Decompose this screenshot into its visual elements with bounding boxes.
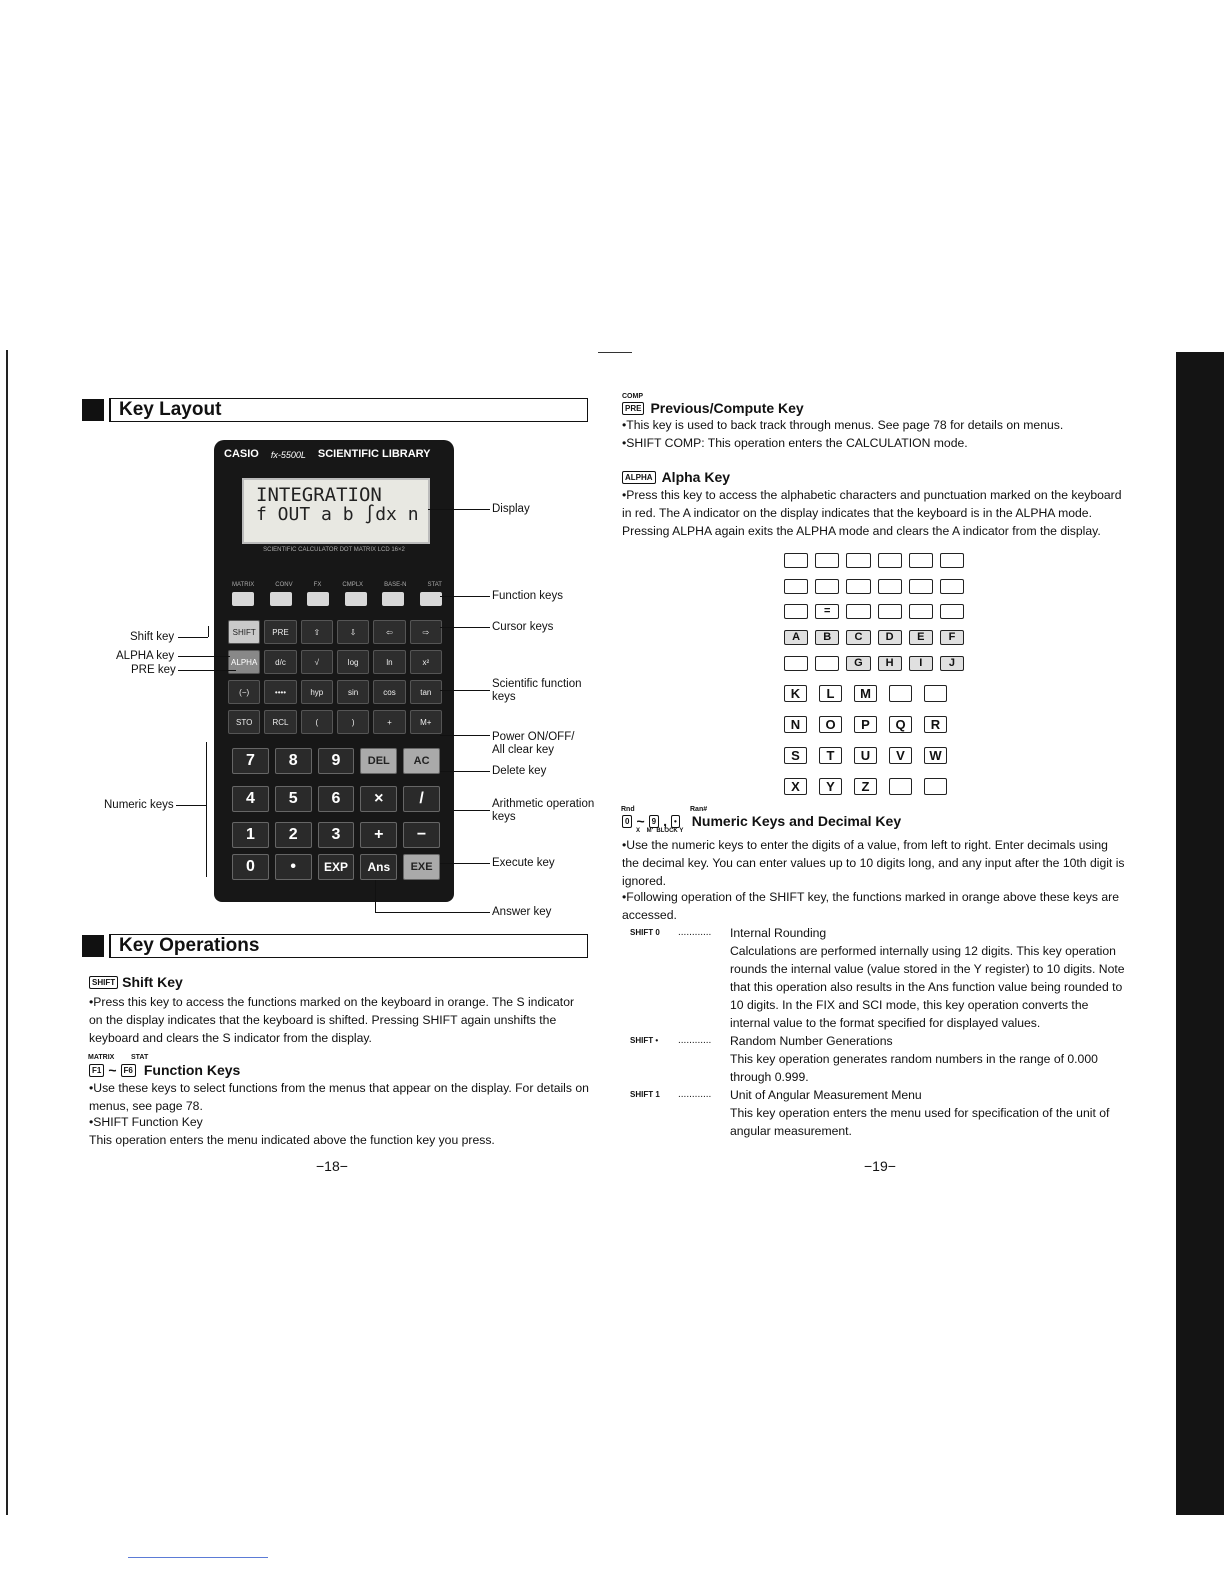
divide-key[interactable]: / <box>403 786 440 812</box>
shift-key[interactable]: SHIFT <box>228 620 260 644</box>
alpha-grid-key: R <box>924 716 947 733</box>
op-dots: ............ <box>678 1035 712 1046</box>
cursor-right-key[interactable]: ⇨ <box>410 620 442 644</box>
prev-key-title: Previous/Compute Key <box>650 400 804 416</box>
sci-leader <box>440 690 490 691</box>
exe-leader <box>440 863 490 864</box>
close-paren-key[interactable]: ) <box>337 710 369 734</box>
f6-keycap-icon: F6 <box>121 1064 136 1077</box>
alpha-grid-key: O <box>819 716 842 733</box>
alpha-grid-key <box>878 579 902 594</box>
num-row-3 <box>232 822 440 848</box>
key-0[interactable]: 0 <box>232 854 269 880</box>
alpha-grid-key <box>846 604 870 619</box>
shift-key-title: Shift Key <box>122 974 183 990</box>
comp-label: COMP <box>622 393 643 400</box>
alpha-grid-key <box>815 553 839 568</box>
alpha-grid-key: P <box>854 716 877 733</box>
op-internal-rounding <box>630 924 1127 1032</box>
op-angular-unit <box>630 1086 1127 1140</box>
key-operations-header <box>82 935 588 957</box>
alpha-grid-key: A <box>784 630 808 645</box>
delete-callout: Delete key <box>492 765 547 777</box>
function-key-row <box>232 592 442 606</box>
alpha-callout: ALPHA key <box>116 650 175 662</box>
op-dots: ............ <box>678 1089 712 1100</box>
op-keys: SHIFT • <box>630 1036 659 1045</box>
numeric-leader <box>176 805 206 806</box>
ans-leader-h <box>375 912 490 913</box>
alpha-grid-key: T <box>819 747 842 764</box>
key-6[interactable]: 6 <box>318 786 355 812</box>
num-row-2 <box>232 786 440 812</box>
alpha-grid-key <box>878 604 902 619</box>
rnd-label: Rnd <box>621 806 635 813</box>
numeric-callout: Numeric keys <box>104 799 174 811</box>
brand-logo: CASIO <box>224 448 259 460</box>
ran-label: Ran# <box>690 806 708 813</box>
key-operations-title: Key Operations <box>109 934 588 958</box>
alpha-grid-key <box>889 685 912 702</box>
key-2[interactable]: 2 <box>275 822 312 848</box>
display-callout: Display <box>492 503 530 515</box>
comma-key[interactable]: + <box>373 710 405 734</box>
range-tilde: ~ <box>108 1062 117 1078</box>
power-leader <box>440 735 490 736</box>
page-number-left: −18− <box>316 1158 348 1174</box>
alpha-grid-key: Y <box>819 778 842 795</box>
alpha-key-heading <box>622 469 730 485</box>
alpha-grid-key <box>909 579 933 594</box>
key-8[interactable]: 8 <box>275 748 312 774</box>
sqrt-key[interactable]: √ <box>301 650 333 674</box>
cursor-leader <box>440 627 490 628</box>
tan-key[interactable]: tan <box>410 680 442 704</box>
exe-key[interactable]: EXE <box>403 854 440 880</box>
delete-leader <box>440 771 490 772</box>
degree-key[interactable]: •••• <box>264 680 296 704</box>
alpha-grid-key: X <box>784 778 807 795</box>
alpha-grid-row <box>784 685 964 716</box>
alpha-grid-key <box>815 656 839 671</box>
scan-edge-left <box>6 350 8 1515</box>
ans-leader-v <box>375 880 376 912</box>
pre-keycap-icon: PRE <box>622 402 644 415</box>
fn-leader <box>440 596 490 597</box>
exp-key[interactable]: EXP <box>318 854 355 880</box>
range-tilde: ~ <box>636 813 645 829</box>
top-mark <box>598 352 632 353</box>
key-layout-title: Key Layout <box>109 398 588 422</box>
alpha-grid-key <box>940 604 964 619</box>
function-keys-text: •Use these keys to select functions from the menus that appear on the display. For details on menus, see page 78. <box>89 1081 589 1113</box>
numeric-keys-heading: 0 ~ 9 , • Numeric Keys and Decimal Key <box>622 813 901 829</box>
num-row-1 <box>232 748 440 774</box>
calculator-brand-bar <box>224 448 446 464</box>
op-random-number <box>630 1032 1127 1086</box>
alpha-grid-key: H <box>878 656 902 671</box>
f5-key[interactable] <box>382 592 404 606</box>
op-desc: This key operation enters the menu used for specification of the unit of angular measurement. <box>730 1106 1110 1138</box>
scientific-callout: Scientific function keys <box>492 678 582 703</box>
m-plus-key[interactable]: M+ <box>410 710 442 734</box>
key-row-2 <box>228 650 442 674</box>
ln-key[interactable]: ln <box>373 650 405 674</box>
op-desc: Calculations are performed internally using 12 digits. This key operation rounds the internal value (value stored in the Y register) to 10 digits. Note that this operation also results in the Ans function value being rounded to 10 digits. In the FIX and SCI mode, this key operation converts the internal value to the format specified for displayed values. <box>730 944 1125 1030</box>
fn-label: BASE-N <box>384 582 407 588</box>
function-keys-title: Function Keys <box>143 1062 241 1078</box>
prev-key-heading <box>622 400 804 416</box>
pre-leader <box>178 670 236 671</box>
decimal-keycap-icon: • <box>671 815 680 828</box>
rcl-key[interactable]: RCL <box>264 710 296 734</box>
fn-label: FX <box>313 582 322 588</box>
shift-operations-list <box>630 924 1127 1140</box>
alpha-grid-key <box>889 778 912 795</box>
log-key[interactable]: log <box>337 650 369 674</box>
alpha-grid-key: L <box>819 685 842 702</box>
ac-key[interactable]: AC <box>403 748 440 774</box>
key-5[interactable]: 5 <box>275 786 312 812</box>
section-marker <box>82 935 104 957</box>
calculator-lcd <box>242 478 430 544</box>
open-paren-key[interactable]: ( <box>301 710 333 734</box>
negate-key[interactable]: (−) <box>228 680 260 704</box>
fn-label-row <box>232 582 442 588</box>
key-9[interactable]: 9 <box>318 748 355 774</box>
ans-key[interactable]: Ans <box>360 854 397 880</box>
f4-key[interactable] <box>345 592 367 606</box>
op-name: Random Number Generations <box>730 1034 893 1048</box>
op-name: Internal Rounding <box>730 926 827 940</box>
cursor-down-key[interactable]: ⇩ <box>337 620 369 644</box>
alpha-grid-row <box>784 716 964 747</box>
op-dots: ............ <box>678 927 712 938</box>
key-row-4 <box>228 710 442 734</box>
model-name: fx-5500L <box>270 450 306 460</box>
alpha-grid-key: F <box>940 630 964 645</box>
calculator-illustration <box>214 440 454 902</box>
alpha-grid-key <box>878 553 902 568</box>
library-name: SCIENTIFIC LIBRARY <box>317 448 431 460</box>
alpha-grid-key: N <box>784 716 807 733</box>
alpha-grid-key: U <box>854 747 877 764</box>
alpha-grid-key <box>909 604 933 619</box>
sin-key[interactable]: sin <box>337 680 369 704</box>
scan-edge-right <box>1176 352 1224 1515</box>
key-row-3 <box>228 680 442 704</box>
execute-callout: Execute key <box>492 857 555 869</box>
numeric-keys-title: Numeric Keys and Decimal Key <box>691 813 902 829</box>
alpha-key-text: •Press this key to access the alphabetic characters and punctuation marked on the keyboard in red. The A indicator on the display indicates that the keyboard is in the ALPHA mode. Pressing ALPHA again exits the ALPHA mode and clears the A indicator from the display. <box>622 488 1122 538</box>
f1-key[interactable] <box>232 592 254 606</box>
fraction-key[interactable]: d/c <box>264 650 296 674</box>
alpha-keycap-icon: ALPHA <box>622 471 656 484</box>
cursor-keys-callout: Cursor keys <box>492 621 554 633</box>
alpha-grid-key <box>846 579 870 594</box>
shift-key-heading <box>89 974 183 990</box>
op-keys: SHIFT 1 <box>630 1090 660 1099</box>
sto-key[interactable]: STO <box>228 710 260 734</box>
hyp-key[interactable]: hyp <box>301 680 333 704</box>
function-keys-heading <box>89 1062 240 1078</box>
matrix-label: MATRIX <box>88 1054 115 1061</box>
op-keys: SHIFT 0 <box>630 928 660 937</box>
numeric-bracket <box>206 742 207 877</box>
alpha-grid-key: G <box>846 656 870 671</box>
alpha-grid-key <box>784 604 808 619</box>
alpha-grid-key: B <box>815 630 839 645</box>
alpha-grid-key <box>940 579 964 594</box>
arith-callout: Arithmetic operation keys <box>492 798 595 823</box>
power-callout: Power ON/OFF/ All clear key <box>492 731 575 756</box>
alpha-grid-key: = <box>815 604 839 619</box>
pre-key[interactable]: PRE <box>264 620 296 644</box>
prev-key-line1: •This key is used to back track through menus. See page 78 for details on menus. <box>622 418 1064 432</box>
alpha-grid-key: Z <box>854 778 877 795</box>
del-key[interactable]: DEL <box>360 748 397 774</box>
section-marker <box>82 399 104 421</box>
key-7[interactable]: 7 <box>232 748 269 774</box>
num-row-4 <box>232 854 440 880</box>
alpha-grid-key: W <box>924 747 947 764</box>
multiply-key[interactable]: × <box>360 786 397 812</box>
alpha-key-title: Alpha Key <box>661 469 731 485</box>
alpha-character-grid <box>784 553 964 809</box>
f6-key[interactable] <box>420 592 442 606</box>
alpha-grid-key: J <box>940 656 964 671</box>
alpha-grid-row <box>784 778 964 809</box>
alpha-grid-key <box>815 579 839 594</box>
function-keys-bullet: •SHIFT Function Key <box>89 1115 203 1129</box>
function-keys-callout: Function keys <box>492 590 563 602</box>
bottom-rule <box>128 1557 268 1558</box>
calculator-subtitle: SCIENTIFIC CALCULATOR DOT MATRIX LCD 16×2 <box>263 547 405 553</box>
answer-callout: Answer key <box>492 906 552 918</box>
fn-label: CMPLX <box>342 582 364 588</box>
nine-keycap-icon: 9 <box>649 815 659 828</box>
alpha-grid-key: D <box>878 630 902 645</box>
minus-key[interactable]: − <box>403 822 440 848</box>
function-keys-bullet-text: This operation enters the menu indicated above the function key you press. <box>89 1133 495 1147</box>
shift-key-text: •Press this key to access the functions marked on the keyboard in orange. The S indicator on the display indicates that the keyboard is shifted. Pressing SHIFT again unshifts the keyboard and clears the S indicator from the display. <box>89 995 575 1045</box>
alpha-grid-row <box>784 656 964 687</box>
page-number-right: −19− <box>864 1158 896 1174</box>
lcd-line-2: f OUT a b ∫dx n <box>256 504 419 525</box>
fn-label: MATRIX <box>232 582 255 588</box>
alpha-grid-key: S <box>784 747 807 764</box>
prev-key-line2: •SHIFT COMP: This operation enters the CALCULATION mode. <box>622 436 968 450</box>
shift-leader <box>178 637 208 638</box>
key-1[interactable]: 1 <box>232 822 269 848</box>
key-row-1 <box>228 620 442 644</box>
alpha-grid-key: K <box>784 685 807 702</box>
fn-label: CONV <box>275 582 293 588</box>
f1-keycap-icon: F1 <box>89 1064 104 1077</box>
alpha-grid-key <box>784 656 808 671</box>
alpha-grid-key <box>784 579 808 594</box>
alpha-grid-key: E <box>909 630 933 645</box>
display-leader <box>428 509 490 510</box>
op-desc: This key operation generates random numbers in the range of 0.000 through 0.999. <box>730 1052 1098 1084</box>
plus-key[interactable]: + <box>360 822 397 848</box>
fn-label: STAT <box>427 582 442 588</box>
alpha-grid-key: I <box>909 656 933 671</box>
alpha-grid-key <box>940 553 964 568</box>
zero-keycap-icon: 0 <box>622 815 632 828</box>
shift-keycap-icon: SHIFT <box>89 976 118 989</box>
shift-callout: Shift key <box>130 631 175 643</box>
numeric-sub-labels: X M' BLOCK Y <box>636 828 684 834</box>
decimal-key[interactable]: • <box>275 854 312 880</box>
alpha-grid-key <box>909 553 933 568</box>
alpha-grid-key: M <box>854 685 877 702</box>
key-layout-header <box>82 399 588 421</box>
alpha-grid-key: V <box>889 747 912 764</box>
alpha-grid-key <box>846 553 870 568</box>
alpha-grid-key <box>924 778 947 795</box>
shift-leader-v <box>208 626 209 637</box>
numeric-keys-text2: •Following operation of the SHIFT key, the functions marked in orange above these keys are accessed. <box>622 890 1120 922</box>
pre-callout: PRE key <box>131 664 176 676</box>
cursor-up-key[interactable]: ⇧ <box>301 620 333 644</box>
f3-key[interactable] <box>307 592 329 606</box>
key-3[interactable]: 3 <box>318 822 355 848</box>
cursor-left-key[interactable]: ⇦ <box>373 620 405 644</box>
numeric-keys-text1: •Use the numeric keys to enter the digits of a value, from left to right. Enter decimals using the decimal key. You can enter values up to 10 digits long, and any input after the 10th digit is ignored. <box>622 838 1125 888</box>
square-key[interactable]: x² <box>410 650 442 674</box>
cos-key[interactable]: cos <box>373 680 405 704</box>
alpha-grid-key <box>784 553 808 568</box>
f2-key[interactable] <box>270 592 292 606</box>
key-4[interactable]: 4 <box>232 786 269 812</box>
alpha-grid-key: Q <box>889 716 912 733</box>
stat-label: STAT <box>131 1054 149 1061</box>
alpha-key[interactable]: ALPHA <box>228 650 260 674</box>
alpha-grid-row <box>784 747 964 778</box>
arith-leader <box>454 810 490 811</box>
alpha-leader <box>178 656 230 657</box>
alpha-grid-key: C <box>846 630 870 645</box>
op-name: Unit of Angular Measurement Menu <box>730 1088 922 1102</box>
lcd-line-1: INTEGRATION <box>256 484 382 506</box>
alpha-grid-key <box>924 685 947 702</box>
